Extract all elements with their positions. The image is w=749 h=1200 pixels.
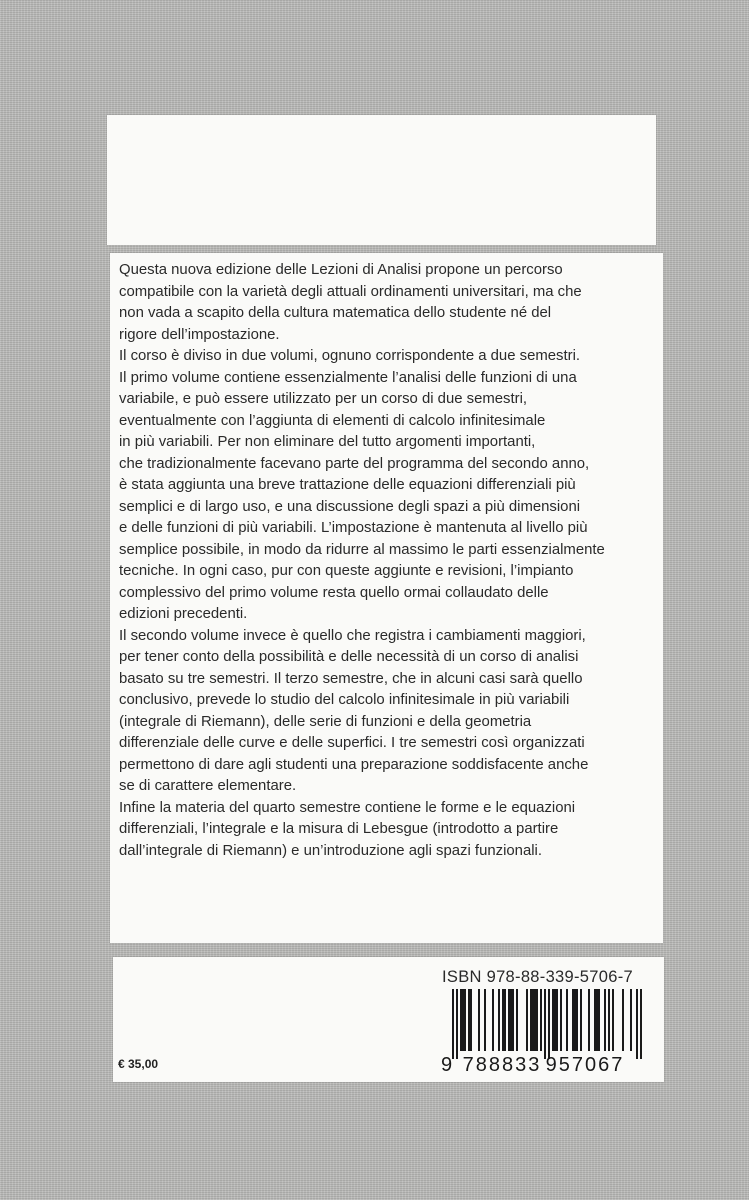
barcode-bar (540, 989, 542, 1051)
barcode-panel (113, 957, 664, 1082)
barcode-bar (530, 989, 538, 1051)
description-line: Il primo volume contiene essenzialmente l’analisi delle funzioni di una (119, 369, 577, 386)
barcode-bar (552, 989, 558, 1051)
description-line: Questa nuova edizione delle Lezioni di Analisi propone un percorso (119, 262, 563, 278)
price-label: € 35,00 (118, 1057, 159, 1071)
barcode-bar (478, 989, 480, 1051)
barcode-bar (572, 989, 578, 1051)
barcode-bar (452, 989, 454, 1059)
barcode-bar (608, 989, 610, 1051)
description-line: per tener conto della possibilità e delle necessità di un corso di analisi (119, 649, 579, 665)
description-panel (110, 253, 663, 943)
description-line: in più variabili. Per non eliminare del tutto argomenti importanti, (119, 434, 536, 450)
description-line: (integrale di Riemann), delle serie di funzioni e della geometria (119, 713, 532, 730)
description-line: eventualmente con l’aggiunta di elementi di calcolo infinitesimale (119, 412, 546, 429)
description-line: Il secondo volume invece è quello che registra i cambiamenti maggiori, (119, 627, 586, 644)
barcode-bar (622, 989, 624, 1051)
barcode-bar (502, 989, 506, 1051)
barcode-bar (636, 989, 638, 1059)
description-line: differenziali, l’integrale e la misura di Lebesgue (introdotto a partire (119, 821, 559, 837)
description-line: semplice possibile, in modo da ridurre al massimo le parti essenzialmente (119, 541, 605, 558)
barcode-bar (612, 989, 614, 1051)
description-line: basato su tre semestri. Il terzo semestre, che in alcuni casi sarà quello (119, 670, 583, 687)
barcode-bar (516, 989, 518, 1051)
description-line: compatibile con la varietà degli attuali ordinamenti universitari, ma che (119, 283, 582, 300)
barcode-bar (594, 989, 600, 1051)
description-line: variabile, e può essere utilizzato per un corso di due semestri, (119, 391, 528, 407)
isbn-label: ISBN 978-88-339-5706-7 (442, 968, 633, 986)
barcode-bar (548, 989, 550, 1059)
barcode-bar (492, 989, 494, 1051)
description-line: tecniche. In ogni caso, pur con queste aggiunte e revisioni, l’impianto (119, 563, 574, 579)
description-line: edizioni precedenti. (119, 606, 248, 622)
barcode-bar (526, 989, 528, 1051)
ean-barcode (435, 989, 645, 1073)
barcode-bar (560, 989, 562, 1051)
description-line: rigore dell’impostazione. (119, 326, 280, 343)
barcode-bar (630, 989, 632, 1051)
barcode-bar (566, 989, 568, 1051)
barcode-bar (588, 989, 590, 1051)
barcode-bar (468, 989, 472, 1051)
barcode-digits-right: 957067 (545, 1054, 625, 1073)
barcode-bar (456, 989, 458, 1059)
description-line: e delle funzioni di più variabili. L’impostazione è mantenuta al livello più (119, 520, 588, 536)
description-line: non vada a scapito della cultura matematica dello studente né del (119, 305, 552, 321)
description-text (119, 260, 664, 862)
barcode-bar (604, 989, 606, 1051)
description-line: che tradizionalmente facevano parte del programma del secondo anno, (119, 455, 590, 472)
barcode-bar (508, 989, 514, 1051)
barcode-bar (460, 989, 466, 1051)
barcode-bar (580, 989, 582, 1051)
barcode-bar (498, 989, 500, 1051)
description-line: permettono di dare agli studenti una preparazione soddisfacente anche (119, 756, 589, 773)
description-line: Infine la materia del quarto semestre contiene le forme e le equazioni (119, 799, 576, 816)
description-line: è stata aggiunta una breve trattazione delle equazioni differenziali più (119, 477, 576, 493)
description-line: semplici e di largo uso, e una discussione degli spazi a più dimensioni (119, 498, 581, 515)
barcode-digit-first: 9 (441, 1054, 453, 1073)
top-blank-label (107, 115, 656, 245)
description-line: Il corso è diviso in due volumi, ognuno corrispondente a due semestri. (119, 348, 581, 364)
barcode-bar (640, 989, 642, 1059)
barcode-digits-left: 788833 (462, 1054, 542, 1073)
barcode-bar (484, 989, 486, 1051)
description-line: differenziale delle curve e delle superfici. I tre semestri così organizzati (119, 735, 585, 751)
barcode-bar (544, 989, 546, 1059)
description-line: conclusivo, prevede lo studio del calcolo infinitesimale in più variabili (119, 692, 570, 708)
description-line: dall’integrale di Riemann) e un’introduzione agli spazi funzionali. (119, 842, 542, 859)
description-line: complessivo del primo volume resta quello ormai collaudato delle (119, 584, 549, 601)
description-line: se di carattere elementare. (119, 778, 297, 794)
